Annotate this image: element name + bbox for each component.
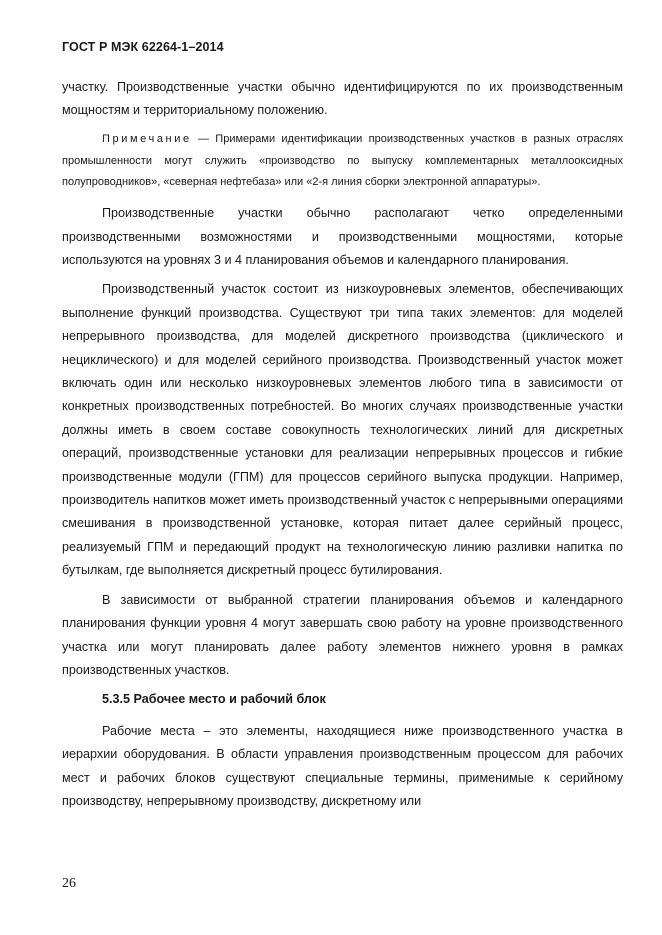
page-number: 26 bbox=[62, 876, 76, 891]
paragraph-capabilities: Производственные участки обычно располагают четко определенными производственными возможностями и производственными мощностями, которые используются на уровнях 3 и 4 планирования объемов и календарного планирования. bbox=[62, 206, 623, 268]
note-label: Примечание bbox=[102, 132, 192, 145]
paragraph-work-centers: Рабочие места – это элементы, находящиеся ниже производственного участка в иерархии оборудования. В области управления производственным процессом для рабочих мест и рабочих блоков существуют специальные термины, применимые к серийному производству, непрерывному производству, дискретному или bbox=[62, 723, 623, 808]
page-content bbox=[62, 76, 623, 819]
section-heading-5-3-5: 5.3.5 Рабочее место и рабочий блок bbox=[102, 692, 326, 707]
note-text: — Примерами идентификации производственных участков в разных отраслях промышленности могут служить «производство по выпуску комплементарных металлооксидных полупроводников», «северная нефтебаза» или «2-я линия сборки электронной аппаратуры». bbox=[62, 132, 623, 189]
paragraph-level4-functions: В зависимости от выбранной стратегии планирования объемов и календарного планирования функции уровня 4 могут завершать свою работу на уровне производственного участка или могут планировать далее работу элементов нижнего уровня в рамках производственных участков. bbox=[62, 592, 623, 677]
paragraph-continuation: участку. Производственные участки обычно идентифицируются по их производственным мощностям и территориальному положению. bbox=[62, 80, 623, 118]
paragraph-lower-level-elements: Производственный участок состоит из низкоуровневых элементов, обеспечивающих выполнение функций производства. Существуют три типа таких элементов: для моделей непрерывного производства, для моделей дискретного производства (циклического и нециклического) и для моделей серийного производства. Производственный участок может включать один или несколько низкоуровневых элементов любого типа в зависимости от конкретных производственных потребностей. Во многих случаях производственные участки должны иметь в своем составе совокупность технологических линий для дискретных операций, производственные установки для реализации непрерывных процессов и гибкие производственные модули (ГПМ) для процессов серийного выпуска продукции. Например, производитель напитков может иметь производственный участок с непрерывными операциями смешивания в производственной установке, которая питает далее серийный процесс, реализуемый ГПМ и передающий продукт на технологическую линию разливки напитка по бутылкам, где выполняется дискретный процесс бутилирования. bbox=[62, 282, 623, 578]
note-paragraph bbox=[62, 129, 623, 194]
document-header: ГОСТ Р МЭК 62264-1–2014 bbox=[62, 40, 224, 54]
